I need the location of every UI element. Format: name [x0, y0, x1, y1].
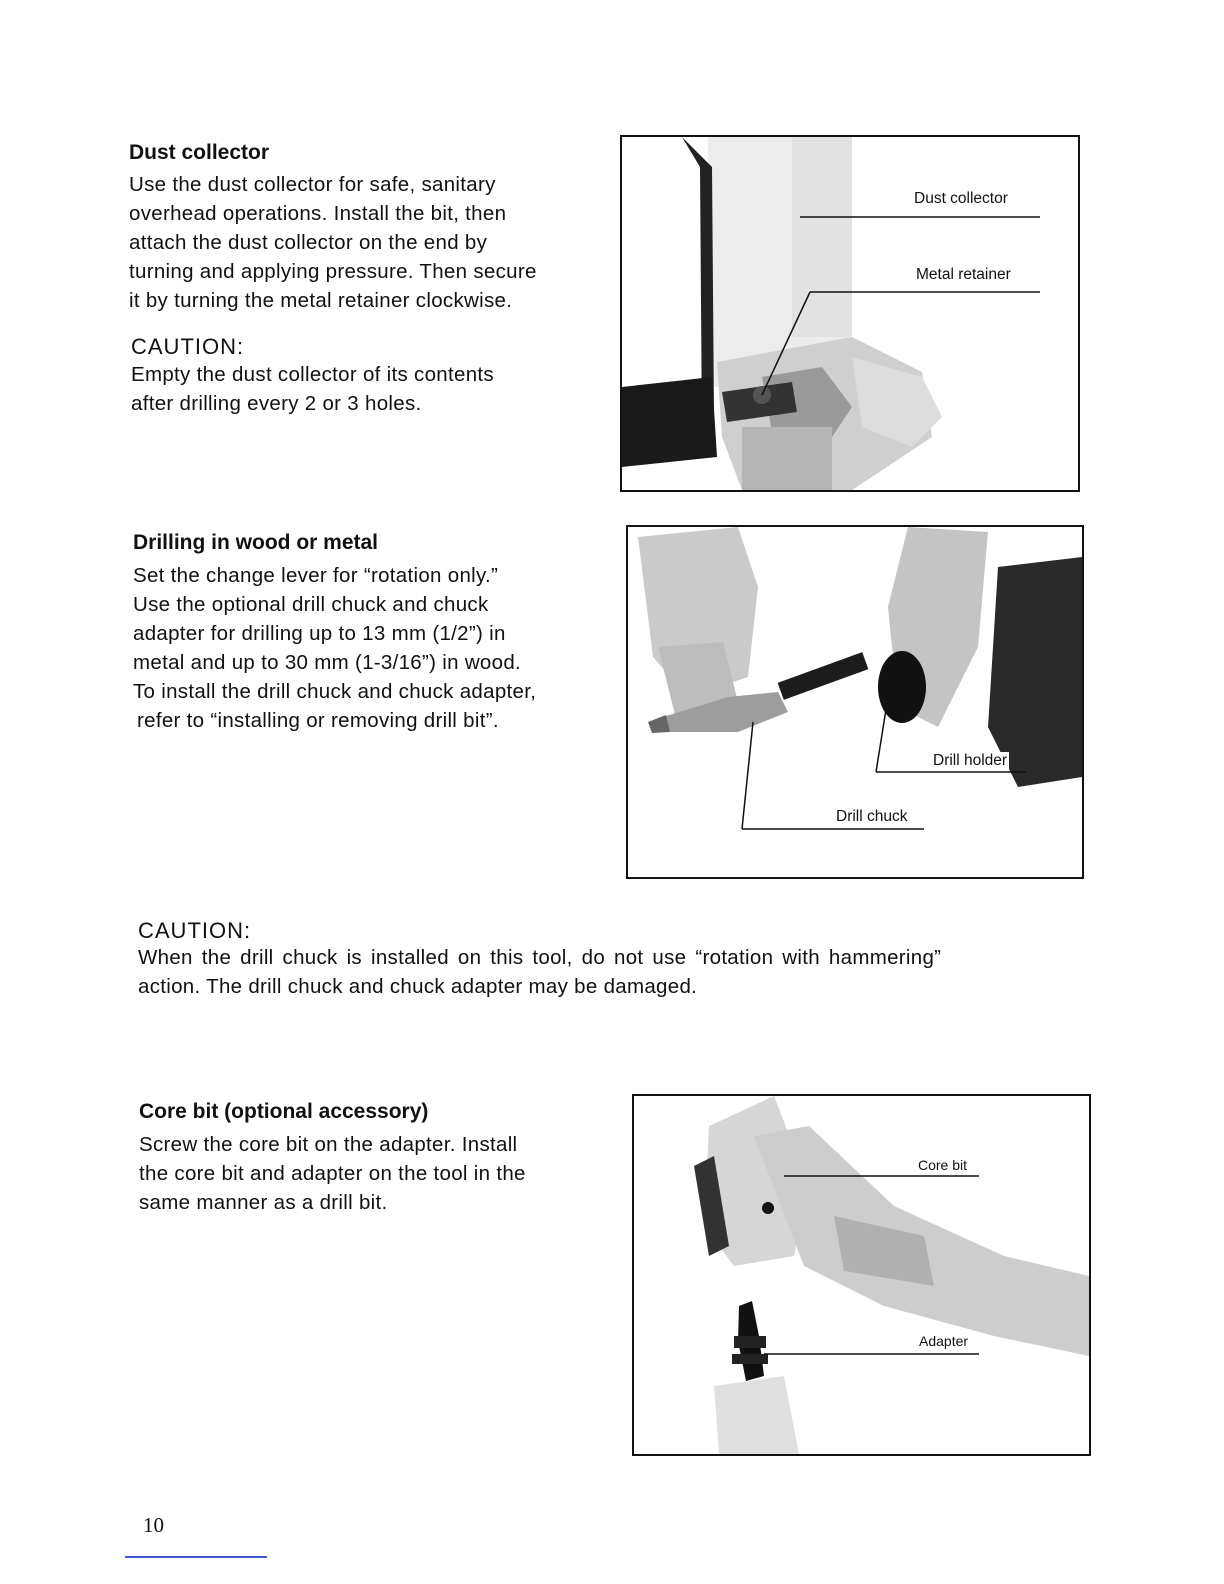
caution-label-chuck: CAUTION: — [138, 918, 252, 943]
text-line: metal and up to 30 mm (1-3/16”) in wood. — [133, 651, 522, 674]
text-line: action. The drill chuck and chuck adapter may be damaged. — [138, 975, 698, 998]
dust-collector-paragraph — [129, 170, 589, 315]
text-line: Use the optional drill chuck and chuck — [133, 593, 489, 616]
text-line: refer to “installing or removing drill bit”. — [137, 709, 499, 732]
text-line: overhead operations. Install the bit, then — [129, 202, 507, 225]
text-line: the core bit and adapter on the tool in the — [139, 1162, 526, 1185]
footer-rule — [125, 1556, 267, 1558]
text-line: it by turning the metal retainer clockwise. — [129, 289, 513, 312]
text-line: To install the drill chuck and chuck adapter, — [133, 680, 537, 703]
figure-core-bit — [632, 1094, 1091, 1456]
text-line: Screw the core bit on the adapter. Install — [139, 1133, 518, 1156]
section-title-core-bit: Core bit (optional accessory) — [139, 1100, 429, 1123]
text-line: attach the dust collector on the end by — [129, 231, 488, 254]
drilling-paragraph — [133, 561, 593, 735]
callout-dust-collector: Dust collector — [914, 190, 1008, 207]
chuck-caution-paragraph — [138, 943, 1088, 1001]
core-bit-photo — [634, 1096, 1089, 1454]
dust-caution-paragraph — [131, 360, 591, 418]
callout-drill-holder: Drill holder — [933, 752, 1008, 769]
section-title-drilling: Drilling in wood or metal — [133, 531, 379, 554]
caution-label-dust: CAUTION: — [131, 334, 245, 359]
figure-drill-chuck — [626, 525, 1084, 879]
text-line: Use the dust collector for safe, sanitary — [129, 173, 496, 196]
callout-drill-chuck: Drill chuck — [836, 808, 908, 825]
text-line: after drilling every 2 or 3 holes. — [131, 392, 422, 415]
text-line: Set the change lever for “rotation only.” — [133, 564, 499, 587]
page-number: 10 — [143, 1513, 164, 1537]
core-bit-paragraph — [139, 1130, 601, 1217]
callout-metal-retainer: Metal retainer — [916, 266, 1011, 283]
text-line: same manner as a drill bit. — [139, 1191, 388, 1214]
section-title-dust-collector: Dust collector — [129, 141, 270, 164]
callout-core-bit: Core bit — [918, 1157, 968, 1173]
text-line: adapter for drilling up to 13 mm (1/2”) in — [133, 622, 506, 645]
callout-adapter: Adapter — [919, 1333, 969, 1349]
text-line: turning and applying pressure. Then secure — [129, 260, 537, 283]
figure-dust-collector — [620, 135, 1080, 492]
text-line: When the drill chuck is installed on this tool, do not use “rotation with hammering” — [138, 946, 942, 969]
text-line: Empty the dust collector of its contents — [131, 363, 494, 386]
